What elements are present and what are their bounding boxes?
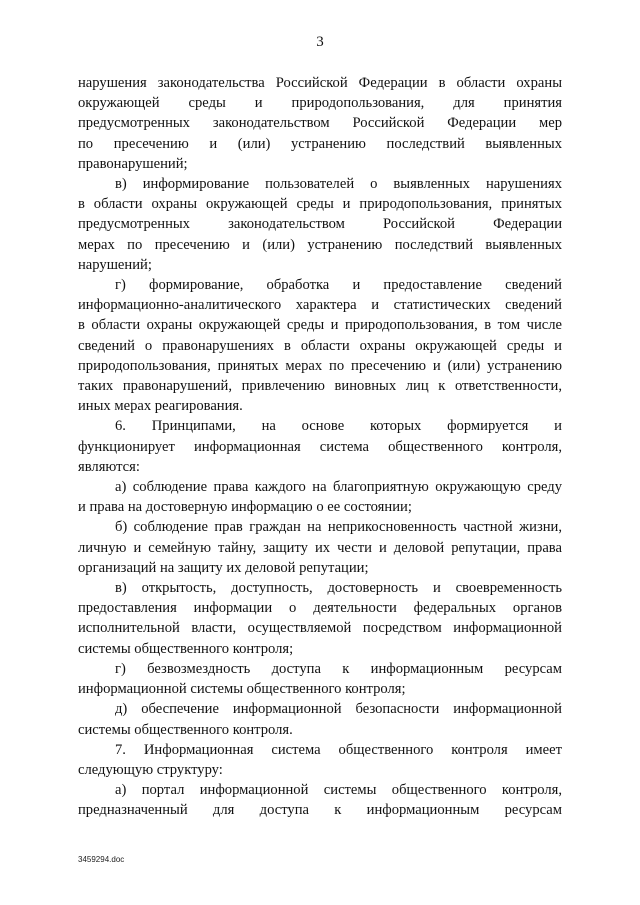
- text-line: предусмотренных законодательством Российской Федерации мер: [78, 115, 562, 132]
- text-line: таких правонарушений, привлечению виновных лиц к ответственности,: [78, 378, 562, 395]
- text-line: информационной системы общественного контроля;: [78, 681, 406, 698]
- text-line: б) соблюдение прав граждан на неприкосновенность частной жизни,: [115, 519, 562, 536]
- text-line: системы общественного контроля.: [78, 721, 293, 738]
- text-line: в области охраны окружающей среды и природопользования, в том числе: [78, 317, 562, 334]
- text-line: по пресечению и (или) устранению последствий выявленных: [78, 135, 562, 152]
- text-line: и права на достоверную информацию о ее состоянии;: [78, 499, 412, 516]
- text-line: природопользования, принятых мерах по пресечению и (или) устранению: [78, 357, 562, 374]
- text-line: нарушения законодательства Российской Федерации в области охраны: [78, 75, 562, 91]
- text-line: окружающей среды и природопользования, для принятия: [78, 95, 562, 112]
- text-line: организаций на защиту их деловой репутации;: [78, 559, 369, 576]
- text-line: функционирует информационная система общественного контроля,: [78, 438, 562, 455]
- text-line: иных мерах реагирования.: [78, 398, 243, 415]
- text-line: предусмотренных законодательством Российской Федерации: [78, 216, 562, 233]
- text-line: в) информирование пользователей о выявленных нарушениях: [115, 176, 562, 193]
- text-line: системы общественного контроля;: [78, 640, 294, 657]
- text-line: мерах по пресечению и (или) устранению последствий выявленных: [78, 236, 562, 253]
- text-line: а) портал информационной системы общественного контроля,: [115, 782, 562, 799]
- text-line: г) безвозмездность доступа к информационным ресурсам: [115, 660, 562, 677]
- text-line: а) соблюдение права каждого на благоприятную окружающую среду: [115, 479, 562, 496]
- text-line: исполнительной власти, осуществляемой посредством информационной: [78, 620, 562, 637]
- text-line: в) открытость, доступность, достоверность и своевременность: [115, 580, 562, 597]
- text-line: являются:: [78, 458, 140, 475]
- text-line: нарушений;: [78, 256, 152, 273]
- text-line: личную и семейную тайну, защиту их чести и деловой репутации, права: [78, 539, 562, 556]
- text-line: правонарушений;: [78, 155, 188, 172]
- text-line: 7. Информационная система общественного контроля имеет: [115, 741, 562, 758]
- text-line: сведений о правонарушениях в области охраны окружающей среды и: [78, 337, 562, 354]
- text-line: предназначенный для доступа к информационным ресурсам: [78, 802, 562, 819]
- text-line: информационно-аналитического характера и статистических сведений: [78, 297, 562, 314]
- text-line: г) формирование, обработка и предоставление сведений: [115, 277, 562, 294]
- text-line: следующую структуру:: [78, 761, 223, 778]
- text-line: в области охраны окружающей среды и природопользования, принятых: [78, 196, 562, 213]
- text-line: 6. Принципами, на основе которых формируется и: [115, 418, 562, 435]
- text-line: предоставления информации о деятельности федеральных органов: [78, 600, 562, 617]
- text-line: д) обеспечение информационной безопасности информационной: [115, 701, 562, 718]
- document-filename: 3459294.doc: [78, 855, 125, 864]
- page-number: 3: [316, 34, 324, 50]
- document-body: [78, 73, 562, 821]
